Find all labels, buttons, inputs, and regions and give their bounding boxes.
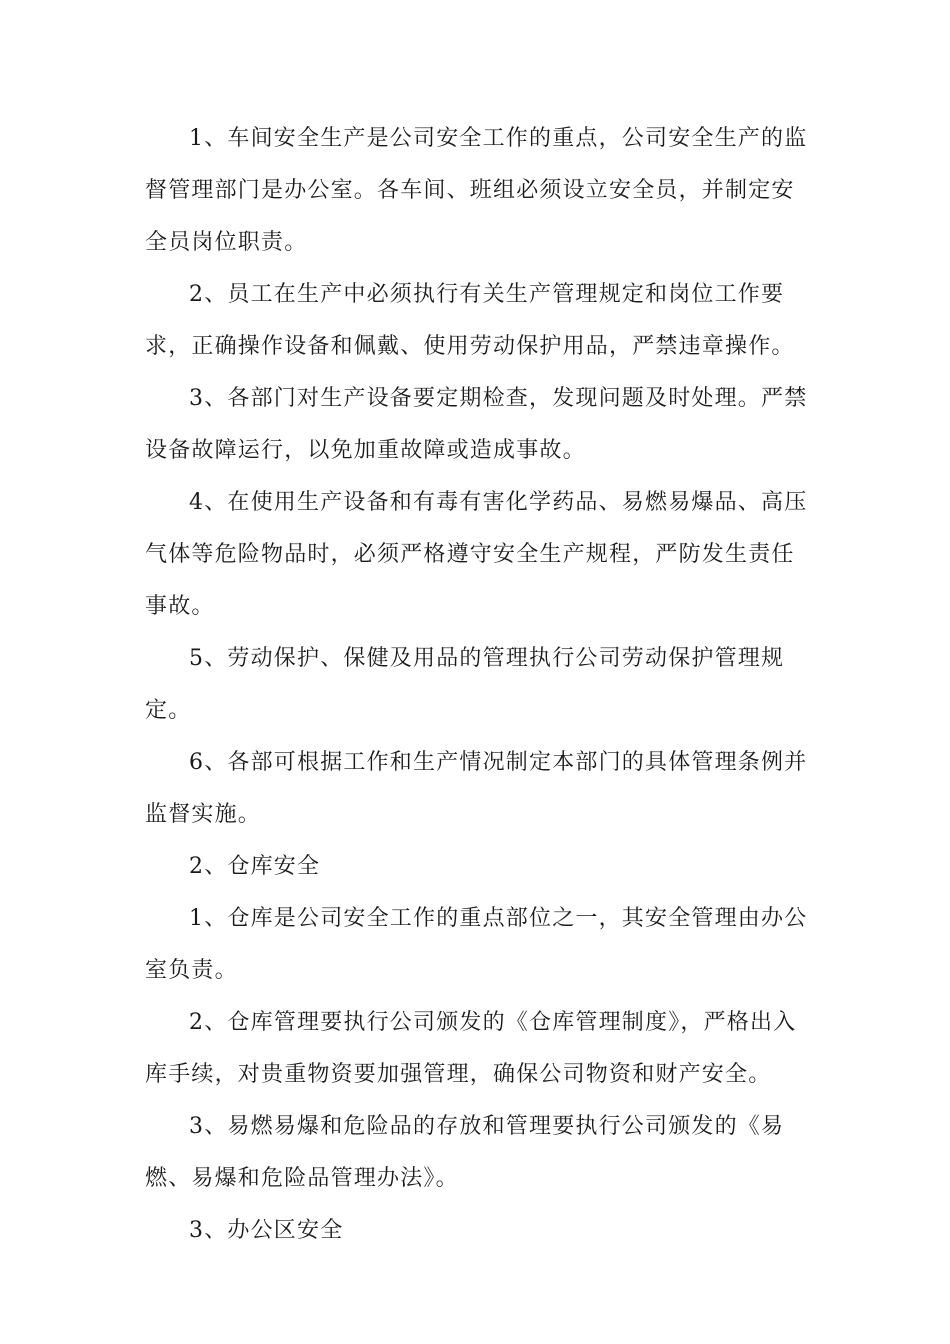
paragraph-workshop-5: 5、劳动保护、保健及用品的管理执行公司劳动保护管理规定。 bbox=[145, 646, 785, 723]
paragraph-workshop-3: 3、各部门对生产设备要定期检查，发现问题及时处理。严禁设备故障运行，以免加重故障或造成事故。 bbox=[145, 386, 808, 463]
paragraph-workshop-2: 2、员工在生产中必须执行有关生产管理规定和岗位工作要求，正确操作设备和佩戴、使用劳动保护用品，严禁违章操作。 bbox=[145, 282, 795, 359]
paragraph-warehouse-3: 3、易燃易爆和危险品的存放和管理要执行公司颁发的《易燃、易爆和危险品管理办法》。 bbox=[145, 1114, 785, 1191]
document-body bbox=[145, 113, 810, 1257]
paragraph-warehouse-1: 1、仓库是公司安全工作的重点部位之一，其安全管理由办公室负责。 bbox=[145, 906, 808, 983]
paragraph-warehouse-2: 2、仓库管理要执行公司颁发的《仓库管理制度》，严格出入库手续，对贵重物资要加强管理，确保公司物资和财产安全。 bbox=[145, 1010, 797, 1087]
paragraph-workshop-6: 6、各部可根据工作和生产情况制定本部门的具体管理条例并监督实施。 bbox=[145, 750, 808, 827]
section-heading-office: 3、办公区安全 bbox=[189, 1218, 344, 1243]
section-heading-warehouse: 2、仓库安全 bbox=[189, 854, 321, 879]
paragraph-workshop-4: 4、在使用生产设备和有毒有害化学药品、易燃易爆品、高压气体等危险物品时，必须严格遵守安全生产规程，严防发生责任事故。 bbox=[145, 490, 808, 619]
paragraph-workshop-1: 1、车间安全生产是公司安全工作的重点，公司安全生产的监督管理部门是办公室。各车间、班组必须设立安全员，并制定安全员岗位职责。 bbox=[145, 126, 808, 255]
